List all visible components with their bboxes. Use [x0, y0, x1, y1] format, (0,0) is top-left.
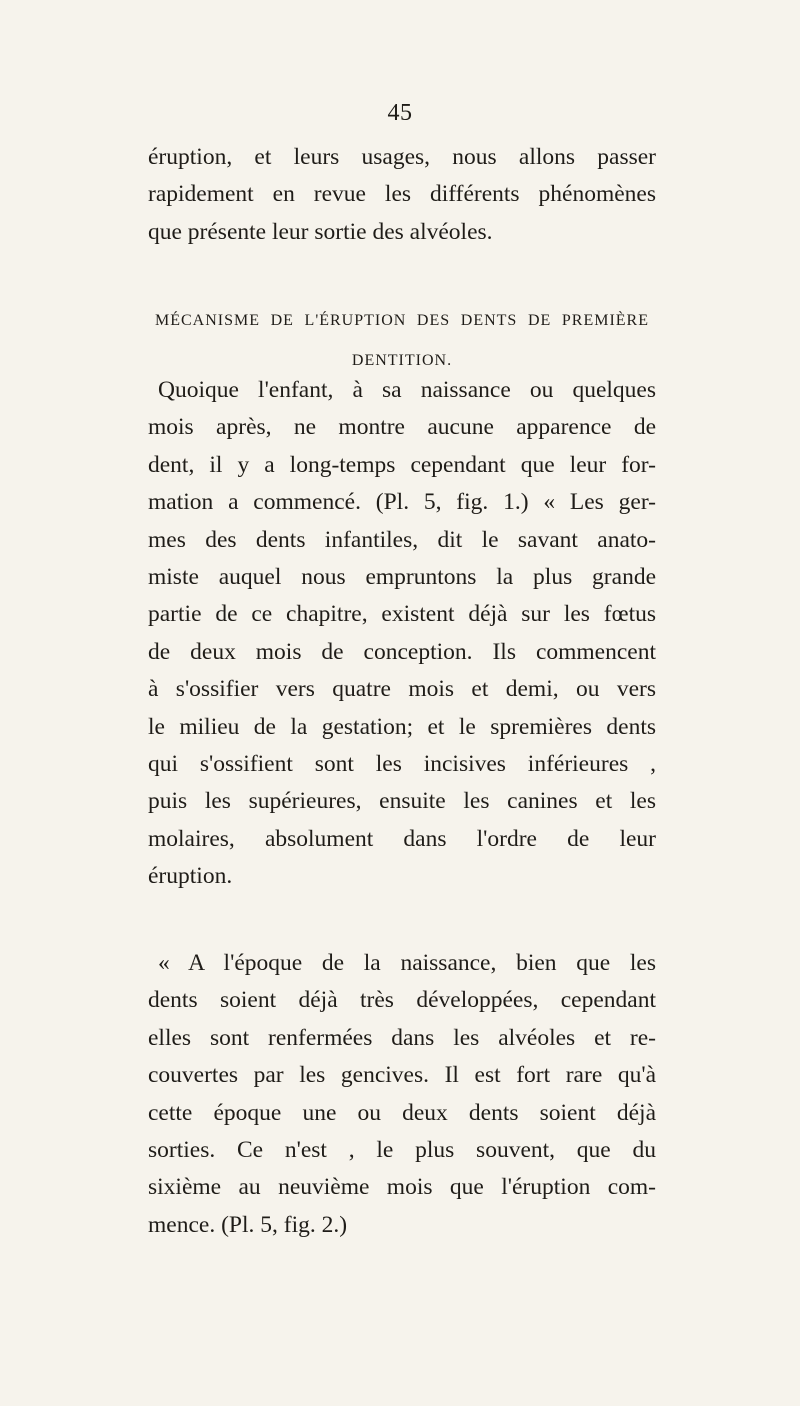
paragraph-2: [148, 945, 656, 1244]
text-line: elles sont renfermées dans les alvéoles et re-: [148, 1024, 656, 1051]
text-line: miste auquel nous empruntons la plus grande: [148, 564, 656, 591]
text-line: mois après, ne montre aucune apparence de: [148, 414, 656, 441]
text-line: cette époque une ou deux dents soient déjà: [148, 1099, 656, 1126]
section-heading-line: DENTITION.: [351, 352, 453, 369]
text-line: couvertes par les gencives. Il est fort rare qu'à: [148, 1062, 656, 1089]
text-line: que présente leur sortie des alvéoles.: [148, 218, 493, 245]
page-number: 45: [387, 100, 413, 126]
text-line: molaires, absolument dans l'ordre de leur: [148, 825, 656, 852]
text-line: éruption, et leurs usages, nous allons passer: [148, 144, 656, 170]
text-line: « A l'époque de la naissance, bien que les: [158, 950, 656, 976]
text-line: mes des dents infantiles, dit le savant anato-: [148, 526, 656, 553]
text-line: qui s'ossifient sont les incisives inférieures ,: [148, 751, 656, 778]
text-line: partie de ce chapitre, existent déjà sur les fœtus: [148, 601, 656, 628]
text-line: le milieu de la gestation; et le spremières dents: [148, 713, 656, 740]
text-line: Quoique l'enfant, à sa naissance ou quelques: [158, 377, 656, 403]
intro-paragraph: [148, 139, 656, 251]
text-line: sorties. Ce n'est , le plus souvent, que du: [148, 1137, 656, 1164]
paragraph-1: [148, 372, 656, 896]
text-line: puis les supérieures, ensuite les canines et les: [148, 788, 656, 815]
text-line: rapidement en revue les différents phénomènes: [148, 181, 656, 208]
text-line: sixième au neuvième mois que l'éruption com-: [148, 1174, 656, 1201]
text-line: de deux mois de conception. Ils commencent: [148, 638, 656, 665]
section-heading: [155, 301, 649, 381]
text-line: mence. (Pl. 5, fig. 2.): [148, 1211, 348, 1238]
text-line: mation a commencé. (Pl. 5, fig. 1.) « Les ger-: [148, 489, 656, 516]
text-line: dent, il y a long-temps cependant que leur for-: [148, 451, 656, 478]
section-heading-line: MÉCANISME DE L'ÉRUPTION DES DENTS DE PREMIÈRE: [155, 312, 649, 329]
text-line: dents soient déjà très développées, cependant: [148, 987, 656, 1014]
text-line: à s'ossifier vers quatre mois et demi, ou vers: [148, 676, 656, 703]
text-line: éruption.: [148, 863, 233, 890]
